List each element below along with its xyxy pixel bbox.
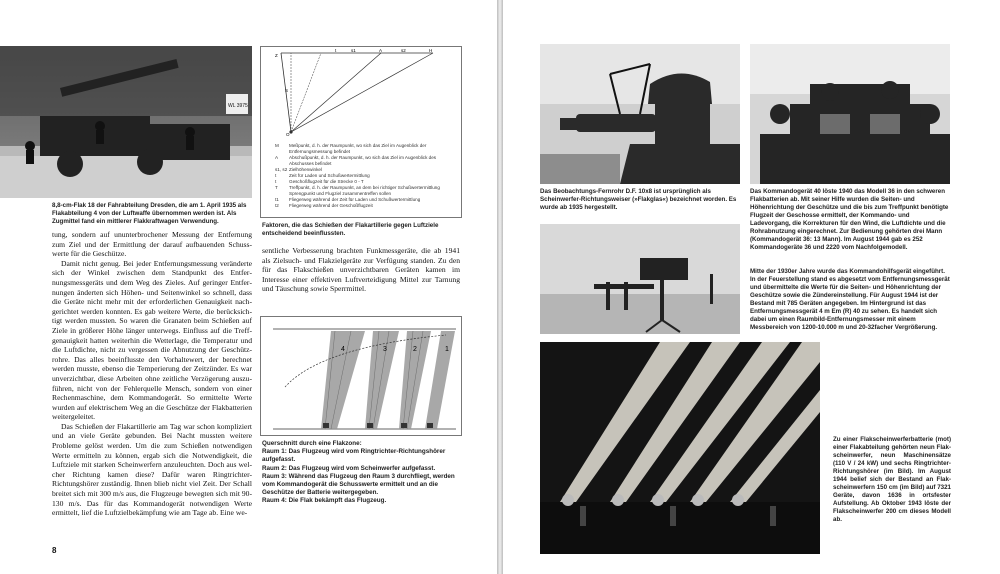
label-h: H bbox=[429, 48, 433, 53]
list-item: Raum 3: Während das Flugzeug den Raum 3 durchfliegt, werden vom Kommandogerät die Schusswerte ermittelt und an die Geschütze der Batterie weitergegeben. bbox=[262, 472, 455, 497]
kommandogeraet-photo bbox=[750, 44, 950, 184]
right-page bbox=[503, 0, 1000, 574]
legend-row: M Meßpunkt, d. h. der Raumpunkt, wo sich das Ziel im Augenblick der Entfernungsmessung befindet bbox=[275, 143, 427, 154]
label-a: A bbox=[379, 48, 383, 53]
list-item: Raum 4: Die Flak bekämpft das Flugzeug. bbox=[262, 497, 387, 505]
rangefinder-photo bbox=[540, 224, 740, 334]
caption-title: Querschnitt durch eine Flakzone: bbox=[262, 440, 362, 447]
legend-row: s1, s2 Zielhöhenwinkel bbox=[275, 167, 322, 172]
paragraph: sentliche Verbesserung brachten Funkmessgeräte, die ab 1941 als Zielsuch- und Flakzielgeräte zur Verfügung standen. Zu den für das Flakschießen unverzichtbaren Geräten kamen im Interesse einer effektiven Luftverteidigung Mittel zur Tarnung und Täuschung sowie Sperrmittel. bbox=[262, 246, 460, 294]
flak-zone-diagram bbox=[260, 316, 462, 436]
binoculars-photo bbox=[540, 44, 740, 184]
zone-label-4: 4 bbox=[341, 346, 345, 353]
paragraph: Damit nicht genug. Bei jeder Entfernungsmessung veränderte sich der Winkel zwischen dem Standpunkt des Entfernungsmessgeräts und dem Weg des Zieles. Auf geringer Entfernungen änderten sich Höhen- und Seitenwinkel so schnell, dass die Geräte nicht mehr mit der erforderlichen Genauigkeit nachgerichtet werden konnten. Es gab weitere Werte, die berücksichtigt werden mussten. So waren die Granaten beim Schießen auf Ziele in größerer Höhe länger unterwegs. Einfluss auf die Treffgenauigkeit hatten weiterhin die Wetterlage, die Temperatur und die Luftdichte, nicht zu vergessen die Abnutzung der Geschützrohre. Das alles beeinflusste den Vorhaltewert, der berechnet werden musste, ebenso die Temperierung der Zeitzünder. Es war unverzichtbar, diese Arbeiten ohne zeitliche Verzögerung auszuführen, nicht von der Fehlerquelle Mensch, sondern von einer Rechenmaschine, dem Kommandogerät. So ermittelte Werte wurden auf elektrischem Weg an die Geschütze der Flakbatterien weitergeleitet. bbox=[52, 258, 252, 422]
left-page bbox=[0, 0, 497, 574]
firing-factors-diagram bbox=[260, 46, 462, 218]
legend-row: T Treffpunkt, d. h. der Raumpunkt, an dem bei richtiger Schußwertermittlung Sprengpunkt und Flugziel zusammentreffen sollen bbox=[275, 185, 440, 196]
legend-row: t2 Fliegerweg während der Geschoßflugzeit bbox=[275, 203, 373, 208]
body-text-column-1 bbox=[52, 230, 252, 518]
zone-label-2: 2 bbox=[413, 346, 417, 353]
page-number: 8 bbox=[52, 546, 57, 555]
flak-gun-caption: 8,8-cm-Flak 18 der Fahrabteilung Dresden, die am 1. April 1935 als Flakabteilung 4 von der Luftwaffe übernommen werden ist. Als Zugmittel fand ein mittlerer Flakkraftwagen Verwendung. bbox=[52, 202, 247, 225]
label-top-t: t bbox=[335, 48, 337, 53]
label-s1: s1 bbox=[351, 48, 356, 53]
legend-row: t Geschoßflugzeit für die Strecke 0 - T bbox=[275, 179, 364, 184]
list-item: Raum 1: Das Flugzeug wird vom Ringtrichter-Richtungshörer aufgefasst. bbox=[262, 448, 446, 464]
plate-sign: WL 3975 bbox=[228, 103, 248, 109]
searchlights-photo bbox=[540, 342, 820, 554]
legend-row: t Zeit für Laden und Schußwertermittlung bbox=[275, 173, 370, 178]
label-o: O bbox=[286, 132, 290, 137]
rangefinder-caption: Mitte der 1930er Jahre wurde das Kommandohilfsgerät eingeführt. In der Feuerstellung stand es abgesetzt vom Entfernungsmessgerät und übermittelte die Werte für die Seiten- und Höhenrichtung der Geschütze sowie die Zündereinstellung. Für August 1944 ist der Bestand mit 785 Geräten angegeben. Im Hintergrund ist das Entfernungsmessgerät 4 m Em (R) 40 zu sehen. Es handelt sich dabei um einen Raumbild-Entfernungsmesser mit einem Messbereich von 1200-10.000 m und 20-32facher Vergrößerung. bbox=[750, 268, 950, 331]
kommandogeraet-caption: Das Kommandogerät 40 löste 1940 das Modell 36 in den schweren Flakbatterien ab. Mit seiner Hilfe wurden die Seiten- und Höhenrichtung der Geschütze und die bis zum Treffpunkt benötigte Flugzeit der Geschosse ermittelt, der Kommando- und Ladevorgang, die Korrekturen für den Wind, die Luftdichte und die Rohrabnutzung eingerechnet. Zur Bedienung gehörten drei Mann (Kommandogerät 36: 13 Mann). Im August 1944 gab es 252 Kommandogeräte 36 und 2220 vom Nachfolgemodell. bbox=[750, 188, 949, 251]
paragraph: tung, sondern auf ununterbrochener Messung der Entfernung zum Ziel und der Ermittlung der darauf aufbauenden Schusswerte für die Geschütze. bbox=[52, 230, 252, 259]
body-text-column-2 bbox=[262, 246, 460, 294]
label-s: S bbox=[285, 88, 289, 93]
label-s2: s2 bbox=[401, 48, 406, 53]
legend-row: t1 Fliegerweg während der Zeit für Laden und Schußwertermittlung bbox=[275, 197, 421, 202]
flak-gun-photo bbox=[0, 46, 252, 198]
flak-zone-caption bbox=[262, 440, 460, 506]
legend-row: A Abschußpunkt, d. h. der Raumpunkt, wo sich das Ziel im Augenblick des Abschusses befindet bbox=[275, 155, 437, 166]
label-z: Z bbox=[275, 53, 278, 58]
zone-label-3: 3 bbox=[383, 346, 387, 353]
binoculars-caption: Das Beobachtungs-Fernrohr D.F. 10x8 ist ursprünglich als Scheinwerfer-Richtungsweiser (»Flakglas«) bezeichnet worden. Es wurde ab 1935 hergestellt. bbox=[540, 188, 737, 211]
diagram-legend bbox=[275, 143, 455, 209]
searchlights-caption: Zu einer Flakscheinwerferbatterie (mot) einer Flakabteilung gehörten neun Flakscheinwerfer, neun Maschinensätze (110 V / 24 kW) und sechs Ringtrichter-Richtungshörer (im Bild). Im August 1944 belief sich der Bestand an Flakscheinwerfern 150 cm (im Bild) auf 7321 Geräte, davon 1636 in ortsfester Aufstellung. Ab Oktober 1943 löste der Flakscheinwerfer 200 cm dieses Modell ab. bbox=[833, 436, 951, 523]
paragraph: Das Schießen der Flakartillerie am Tag war schon kompliziert und an viele Geräte gebunden. Bei Nacht mussten weitere Probleme gelöst werden. Um die zum Schießen notwendigen Werte ermitteln zu können, ergab sich die Notwendigkeit, die Luftziele mit starken Scheinwerfern anzuleuchten. Doch aus welcher Richtung kamen diese? Dafür waren Ringtrichter-Richtungshörer zuständig. Ihnen blieb nicht viel Zeit. Der Schall breitet sich mit 300 m/s aus, die Flugzeuge bewegten sich mit 90-130 m/s. Das für das Kommandogerät notwendigen Werte ermittelt, lief die Luftzielbekämpfung wie am Tage ab. Eine we- bbox=[52, 421, 252, 518]
firing-factors-caption: Faktoren, die das Schießen der Flakartillerie gegen Luftziele entscheidend beeinflussten. bbox=[262, 222, 439, 237]
list-item: Raum 2: Das Flugzeug wird vom Scheinwerfer aufgefasst. bbox=[262, 464, 436, 472]
zone-label-1: 1 bbox=[445, 346, 449, 353]
